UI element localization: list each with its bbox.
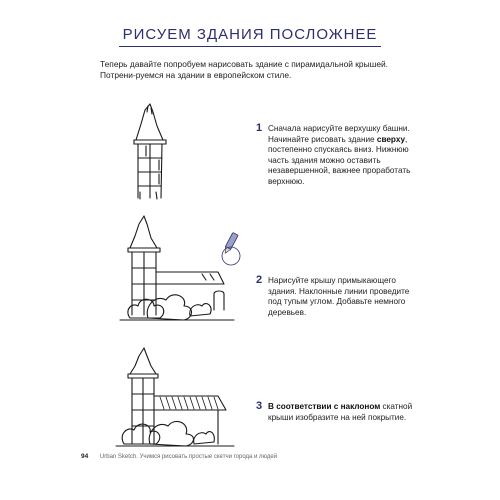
tower-with-roof-and-trees-sketch-step-2 [110,210,250,325]
tower-with-hatched-roof-sketch-step-3 [110,340,250,450]
step-1-text: Сначала нарисуйте верхушку башни. Начинайте рисовать здание сверху, постепенно спускаясь вниз. Нижнюю часть здания можно оставить незавершенной, важнее проработать верхнюю. [268,124,411,186]
step-3-text: В соответствии с наклоном скатной крыши изобразите на ней покрытие. [268,402,413,422]
step-2-text: Нарисуйте крышу примыкающего здания. Наклонные линии проведите под тупым углом. Добавьте немного деревьев. [268,276,410,317]
intro-paragraph: Теперь давайте попробуем нарисовать здание с пирамидальной крышей. Потрени-руемся на здании в европейском стиле. [100,59,388,80]
title-wrap [0,26,500,47]
step-number: 3 [256,400,263,412]
book-title: Urban Sketch. Учимся рисовать простые скетчи города и людей [99,454,278,460]
step-1 [256,124,416,188]
page-footer [81,453,277,460]
page-number: 94 [81,453,89,460]
step-2 [256,276,416,318]
step-number: 2 [256,274,263,286]
tower-sketch-step-1 [118,100,178,200]
step-number: 1 [256,122,263,134]
step-3 [256,402,416,423]
page-title: РИСУЕМ ЗДАНИЯ ПОСЛОЖНЕЕ [119,26,382,47]
